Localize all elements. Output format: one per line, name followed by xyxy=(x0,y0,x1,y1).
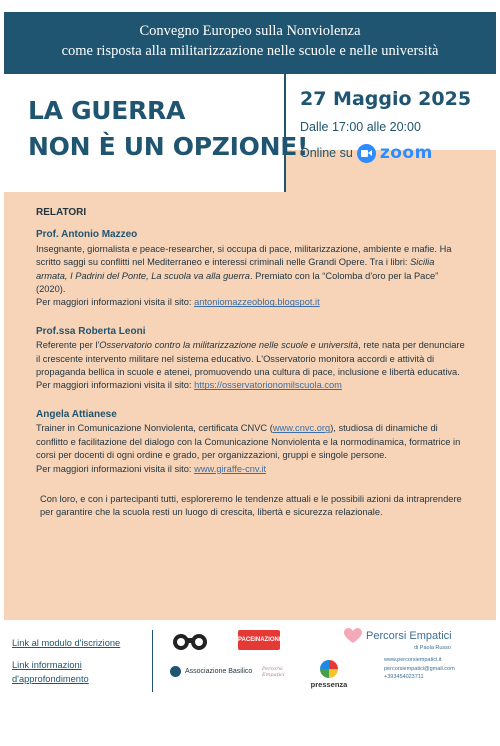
percorsi-phone: +393454023711 xyxy=(384,674,424,680)
closing-text: Con loro, e con i partecipanti tutti, esploreremo le tendenze attuali e le possibili azioni da intraprendere per garantire che la scuola resti un luogo di crescita, libertà e sicurezza relazionale. xyxy=(40,493,462,518)
header-line-1: Convegno Europeo sulla Nonviolenza xyxy=(139,23,361,39)
pressenza-icon xyxy=(320,660,338,678)
bio-text-end: , rete nata per denunciare il crescente intervento militare nel sistema educativo. L'Osservatorio monitora accordi e attività di propaganda bellica in scuole e atenei, promuovendo una cultura di pace, inclusione e libertà educativa. xyxy=(36,340,465,378)
speaker-more xyxy=(36,296,468,309)
event-date: 27 Maggio 2025 xyxy=(300,88,472,110)
percorsi-website[interactable]: www.percorsiempatici.it xyxy=(384,657,442,663)
percorsi-email[interactable]: percorsiempatici@gmail.com xyxy=(384,665,455,672)
basilico-logo xyxy=(170,666,252,677)
speaker-more xyxy=(36,463,468,476)
paceinazione-logo: PACEINAZIONE xyxy=(238,630,280,650)
more-label: Per maggiori informazioni visita il sito: xyxy=(36,380,195,391)
speaker-more xyxy=(36,379,468,392)
zoom-logo: zoom xyxy=(379,143,433,163)
heart-icon xyxy=(344,628,362,644)
speaker-mazzeo xyxy=(36,228,468,309)
basilico-label: Associazione Basilico xyxy=(185,668,253,675)
header-line-2: come risposta alla militarizzazione nelle scuole e nelle università xyxy=(61,43,439,59)
bio-text: Referente per l' xyxy=(36,340,100,351)
binoculars-logo-icon xyxy=(172,630,208,652)
percorsi-head xyxy=(344,628,494,644)
speaker-attianese xyxy=(36,408,468,476)
speaker-leoni xyxy=(36,325,468,393)
percorsi-contacts xyxy=(384,656,494,682)
speaker-link[interactable]: antoniomazzeoblog.blogspot.it xyxy=(194,297,320,308)
speaker-link[interactable]: https://osservatorionomilscuola.com xyxy=(194,380,342,391)
speaker-name: Angela Attianese xyxy=(36,408,117,420)
pressenza-label: pressenza xyxy=(310,680,348,689)
more-label: Per maggiori informazioni visita il sito: xyxy=(36,297,195,308)
event-info xyxy=(300,88,496,168)
basilico-icon xyxy=(170,666,181,677)
bio-text-end: ), studiosa di dinamiche di conflitto e facilitazione del dialogo con la Comunicazione Nonviolenta e la normodinamica, formatrice in corsi per docenti di ogni ordine e grado, per organizzazioni, gruppi e singole persone. xyxy=(36,423,461,461)
bio-text-end: . Premiato con la “Colomba d'oro per la Pace” (2020). xyxy=(36,270,439,295)
speaker-bio xyxy=(36,422,468,462)
title-line-2: NON È UN OPZIONE! xyxy=(28,132,309,161)
more-label: Per maggiori informazioni visita il sito: xyxy=(36,463,195,474)
percorsi-sub: di Paola Russo xyxy=(414,645,451,651)
online-label: Online su xyxy=(300,146,353,160)
link-info-line-1[interactable]: Link informazioni xyxy=(12,660,82,670)
footer-divider xyxy=(152,630,153,692)
speaker-name: Prof. Antonio Mazzeo xyxy=(36,229,138,241)
footer xyxy=(4,620,496,700)
percorsi-empatici-block xyxy=(344,628,494,682)
speaker-link[interactable]: www.giraffe-cnv.it xyxy=(194,463,267,474)
event-time: Dalle 17:00 alle 20:00 xyxy=(300,120,421,134)
title-box xyxy=(4,74,309,192)
title-line-1: LA GUERRA xyxy=(28,96,186,125)
cnvc-link[interactable]: www.cnvc.org xyxy=(272,423,331,434)
zoom-camera-icon xyxy=(357,144,376,163)
speaker-bio xyxy=(36,243,468,297)
speaker-bio xyxy=(36,339,468,379)
bio-text: Insegnante, giornalista e peace-researcher, si occupa di pace, militarizzazione, ambiente e mafie. Ha scritto saggi su conflitti nel Mediterraneo e interessi criminali nelle Grandi Opere. Tra i libri: xyxy=(36,243,452,268)
bio-books: Sicilia armata, I Padrini del Ponte, La scuola va alla guerra xyxy=(36,257,435,281)
relatori-heading: RELATORI xyxy=(36,207,87,218)
header-band xyxy=(4,12,496,74)
link-info-line-2[interactable]: d'approfondimento xyxy=(12,674,89,684)
percorsi-brand: Percorsi Empatici xyxy=(366,630,452,642)
footer-links xyxy=(12,636,152,686)
bio-text: Trainer in Comunicazione Nonviolenta, certificata CNVC ( xyxy=(36,423,273,434)
percorsi-small-logo: Percorsi Empatici xyxy=(262,666,285,678)
bio-italic: Osservatorio contro la militarizzazione nelle scuole e università xyxy=(99,340,359,351)
link-iscrizione[interactable]: Link al modulo d'iscrizione xyxy=(12,638,121,648)
online-info xyxy=(300,143,496,163)
speaker-name: Prof.ssa Roberta Leoni xyxy=(36,325,146,337)
speakers-section xyxy=(36,206,468,520)
